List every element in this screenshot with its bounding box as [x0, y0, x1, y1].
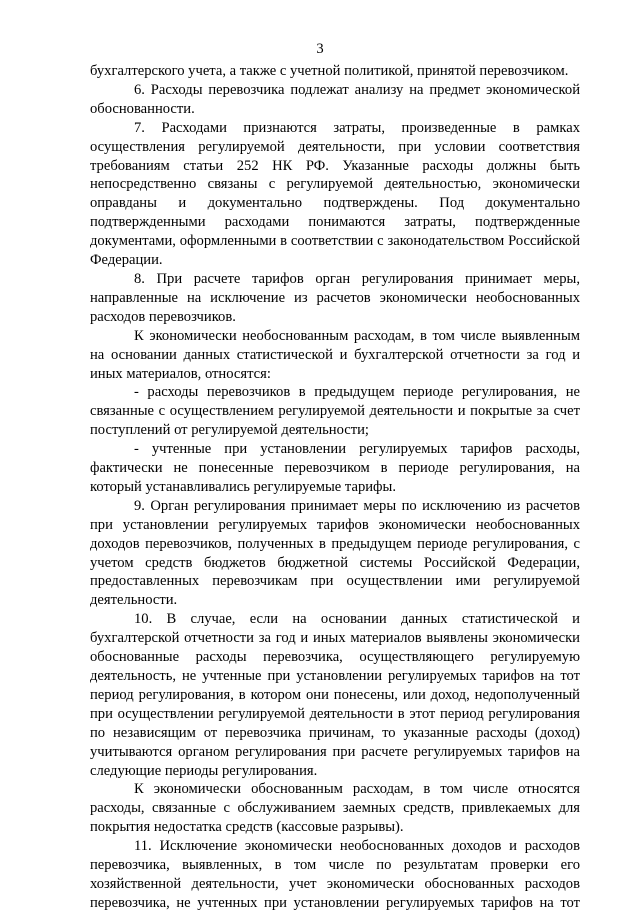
paragraph-justified-expenses: К экономически обоснованным расходам, в том числе относятся расходы, связанные с обслуживанием заемных средств, привлекаемых для покрытия недостатка средств (кассовые разрывы).	[90, 781, 580, 836]
page-number: 3	[316, 41, 324, 57]
paragraph-list-item-1: - расходы перевозчиков в предыдущем периоде регулирования, не связанные с осуществлением регулируемой деятельности и покрытые за счет поступлений от регулируемой деятельности;	[90, 384, 580, 439]
paragraph-continuation: бухгалтерского учета, а также с учетной политикой, принятой перевозчиком.	[90, 63, 569, 79]
paragraph-item-8: 8. При расчете тарифов орган регулирования принимает меры, направленные на исключение из расчетов экономически необоснованных расходов перевозчиков.	[90, 270, 580, 325]
paragraph-item-6: 6. Расходы перевозчика подлежат анализу на предмет экономической обоснованности.	[90, 81, 580, 117]
paragraph-list-item-2: - учтенные при установлении регулируемых тарифов расходы, фактически не понесенные перевозчиком в периоде регулирования, на который устанавливались регулируемые тарифы.	[90, 441, 580, 495]
paragraph-unjustified-expenses-intro: К экономически необоснованным расходам, в том числе выявленным на основании данных статистической и бухгалтерской отчетности за год и иных материалов, относятся:	[90, 327, 580, 382]
paragraph-item-10: 10. В случае, если на основании данных статистической и бухгалтерской отчетности за год и иных материалов выявлены экономически обоснованные расходы перевозчика, осуществляющего регулируемую деятельность, не учтенные при установлении регулируемых тарифов на тот период регулирования, в котором они понесены, или доход, недополученный при осуществлении регулируемой деятельности в этот период регулирования по независящим от перевозчика причинам, то указанные расходы (доход) учитываются органом регулирования при расчете регулируемых тарифов на следующие периоды регулирования.	[90, 611, 580, 779]
paragraph-item-11: 11. Исключение экономически необоснованных доходов и расходов перевозчика, выявленных, в том числе по результатам проверки его хозяйственной деятельности, учет экономически обоснованных расходов перевозчика, не учтенных при установлении регулируемых тарифов на тот	[90, 838, 580, 911]
paragraph-item-9: 9. Орган регулирования принимает меры по исключению из расчетов при установлении регулируемых тарифов экономически необоснованных доходов перевозчиков, полученных в предыдущем периоде регулирования, с учетом средств бюджетов бюджетной системы Российской Федерации, предоставленных перевозчикам при осуществлении ими регулируемой деятельности.	[90, 497, 580, 609]
document-body	[90, 62, 580, 913]
paragraph-item-7: 7. Расходами признаются затраты, произведенные в рамках осуществления регулируемой деятельности, при условии соответствия требованиям статьи 252 НК РФ. Указанные расходы должны быть непосредственно связаны с регулируемой деятельностью, экономически оправданы и документально подтверждены. Под документально подтвержденными расходами понимаются затраты, подтвержденные документами, оформленными в соответствии с законодательством Российской Федерации.	[90, 119, 580, 269]
